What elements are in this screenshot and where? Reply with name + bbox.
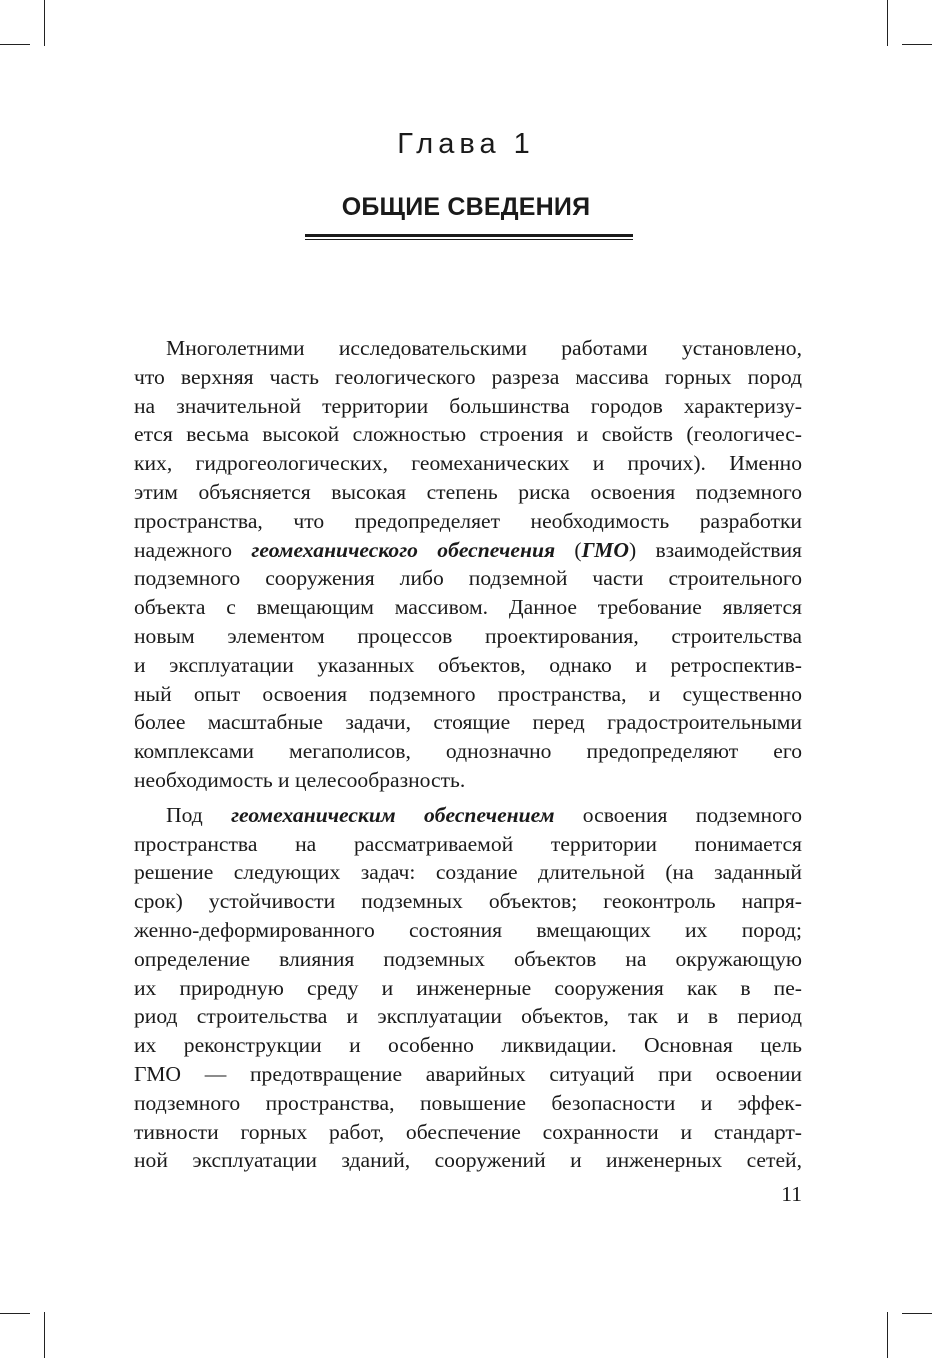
text-line [134, 536, 802, 565]
text-line [134, 478, 802, 507]
text-run: ( [555, 537, 582, 562]
text-run: определение влияния подземных объектов на окружающую [134, 946, 802, 971]
text-line [134, 1146, 802, 1175]
text-run: объекта с вмещающим массивом. Данное требование является [134, 595, 802, 620]
body-text [134, 334, 802, 1175]
text-run: освоения подземного [554, 802, 802, 827]
text-line [134, 737, 802, 766]
text-run: подземного сооружения либо подземной части строительного [134, 566, 802, 591]
text-line [134, 766, 802, 795]
text-run: решение следующих задач: создание длительной (на заданный [134, 860, 802, 885]
text-line [134, 708, 802, 737]
chapter-label: Глава 1 [397, 128, 535, 160]
text-line [134, 1118, 802, 1147]
page-number: 11 [781, 1182, 802, 1206]
text-run: их природную среду и инженерные сооружения как в пе- [134, 975, 802, 1000]
text-run: ких, гидрогеологических, геомеханических и прочих). Именно [134, 451, 802, 476]
text-line [134, 334, 802, 363]
text-run: комплексами мегаполисов, однозначно предопределяют его [134, 739, 802, 764]
text-run: Под [166, 802, 232, 827]
text-line [134, 680, 802, 709]
text-run: и эксплуатации указанных объектов, однако и ретроспектив- [134, 652, 802, 677]
text-line [134, 974, 802, 1003]
text-run: ГМО — предотвращение аварийных ситуаций при освоении [134, 1061, 802, 1086]
text-run: необходимость и целесообразность. [134, 767, 466, 792]
text-run: ) взаимодействия [628, 537, 802, 562]
text-run: срок) устойчивости подземных объектов; геоконтроль напря- [134, 889, 802, 914]
text-line [134, 945, 802, 974]
text-line [134, 392, 802, 421]
text-run: надежного [134, 537, 252, 562]
text-run: тивности горных работ, обеспечение сохранности и стандарт- [134, 1119, 802, 1144]
text-run: что верхняя часть геологического разреза массива горных пород [134, 364, 802, 389]
text-line [134, 593, 802, 622]
crop-mark [44, 0, 45, 46]
text-line [134, 363, 802, 392]
text-line [134, 1060, 802, 1089]
chapter-title: ОБЩИЕ СВЕДЕНИЯ [341, 193, 591, 221]
text-run: этим объясняется высокая степень риска освоения подземного [134, 479, 802, 504]
emphasized-term: геомеханического обеспечения [251, 537, 556, 562]
text-run: женно-деформированного состояния вмещающих их пород; [134, 917, 802, 942]
crop-mark [902, 1313, 932, 1314]
text-line [134, 1089, 802, 1118]
text-line [134, 420, 802, 449]
text-run: на значительной территории большинства городов характеризу- [134, 393, 802, 418]
text-line [134, 801, 802, 830]
title-rule-thick [305, 234, 633, 237]
crop-mark [44, 1312, 45, 1358]
text-run: риод строительства и эксплуатации объектов, так и в период [134, 1004, 802, 1029]
text-run: их реконструкции и особенно ликвидации. Основная цель [134, 1033, 802, 1058]
text-run: пространства на рассматриваемой территории понимается [134, 831, 802, 856]
crop-mark [0, 1313, 30, 1314]
text-line [134, 916, 802, 945]
text-run: подземного пространства, повышение безопасности и эффек- [134, 1090, 802, 1115]
text-run: пространства, что предопределяет необходимость разработки [134, 508, 802, 533]
text-line [134, 1031, 802, 1060]
crop-mark [887, 1312, 888, 1358]
text-line [134, 830, 802, 859]
text-run: Многолетними исследовательскими работами установлено, [166, 336, 802, 360]
text-run: новым элементом процессов проектирования, строительства [134, 623, 802, 648]
crop-mark [0, 44, 30, 45]
paragraph [134, 334, 802, 795]
text-line [134, 564, 802, 593]
emphasized-term: ГМО [581, 537, 629, 562]
title-rule-thin [305, 239, 633, 240]
text-run: ется весьма высокой сложностью строения и свойств (геологичес- [134, 422, 802, 447]
text-run: ной эксплуатации зданий, сооружений и инженерных сетей, [134, 1148, 802, 1173]
text-line [134, 449, 802, 478]
text-run: ный опыт освоения подземного пространства, и существенно [134, 681, 802, 706]
text-line [134, 622, 802, 651]
text-line [134, 651, 802, 680]
text-line [134, 1002, 802, 1031]
emphasized-term: геомеханическим обеспечением [231, 802, 555, 827]
text-run: более масштабные задачи, стоящие перед градостроительными [134, 710, 802, 735]
text-line [134, 507, 802, 536]
paragraph [134, 801, 802, 1175]
text-line [134, 858, 802, 887]
text-line [134, 887, 802, 916]
crop-mark [887, 0, 888, 46]
crop-mark [902, 44, 932, 45]
